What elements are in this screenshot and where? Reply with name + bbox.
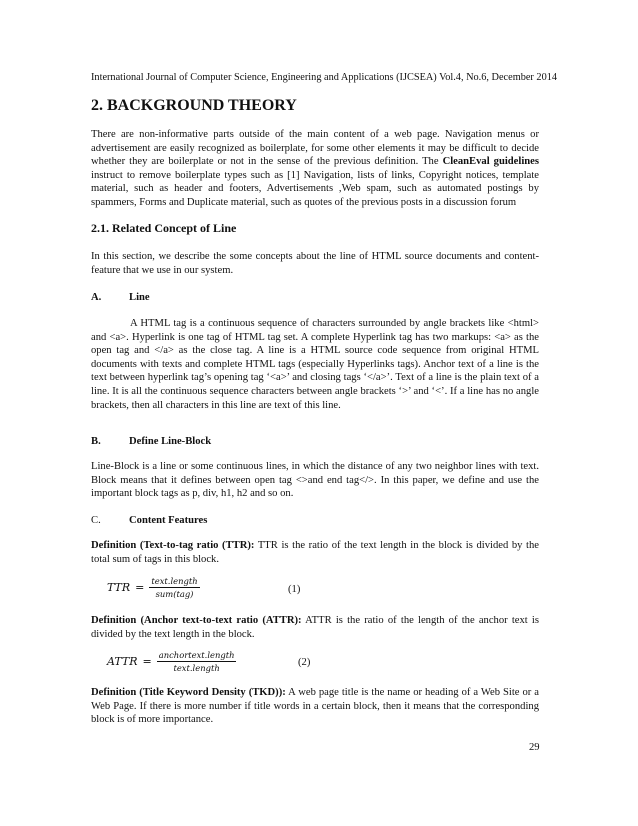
equation-ttr-numerator: text.length	[151, 576, 198, 586]
item-c-title: Content Features	[129, 515, 208, 526]
background-paragraph	[91, 128, 539, 210]
equation-attr-lhs: ATTR	[107, 655, 138, 668]
item-a-title: Line	[129, 292, 150, 303]
subsection-intro: In this section, we describe the some concepts about the line of HTML source documents and content-feature that we use in our system.	[91, 251, 539, 276]
subsection-title: 2.1. Related Concept of Line	[91, 221, 237, 235]
item-c-heading	[91, 514, 207, 528]
item-a-letter: A.	[91, 292, 102, 303]
cleaneval-guidelines-term: CleanEval guidelines	[442, 156, 539, 168]
background-text-2: instruct to remove boilerplate types such as [1] Navigation, lists of links, Copyright notices, template material, such as header and footers, Advertisements ,Web spam, such as automated postings by spammers, Forms and Duplicate material, such as quotes of the previous posts in a discussion forum	[91, 169, 539, 208]
equation-ttr-fraction	[149, 576, 199, 599]
equation-ttr-lhs: TTR	[107, 581, 131, 594]
equation-attr-fraction	[157, 650, 237, 673]
item-b-heading	[91, 435, 211, 449]
definition-ttr-term: Definition (Text-to-tag ratio (TTR):	[91, 540, 255, 551]
item-a-heading	[91, 291, 150, 305]
item-b-title: Define Line-Block	[129, 436, 212, 447]
equation-ttr-number: (1)	[288, 584, 301, 595]
definition-ttr	[91, 539, 539, 566]
item-c-letter: C.	[91, 515, 101, 526]
section-title: 2. BACKGROUND THEORY	[91, 97, 297, 114]
equation-attr-denominator: text.length	[173, 663, 220, 673]
equation-attr-numerator: anchortext.length	[158, 650, 235, 660]
definition-attr-term: Definition (Anchor text-to-text ratio (ATTR):	[91, 615, 302, 626]
definition-ttr-text: TTR is the ratio of the text length in the block is divided by the total sum of tags in this block.	[91, 540, 539, 565]
definition-tkd	[91, 686, 539, 727]
equation-ttr-equals: =	[135, 581, 145, 594]
running-head: International Journal of Computer Science, Engineering and Applications (IJCSEA) Vol.4, No.6, December 2014	[91, 72, 558, 83]
equation-ttr	[107, 576, 200, 599]
definition-tkd-term: Definition (Title Keyword Density (TKD)):	[91, 687, 286, 698]
definition-attr	[91, 614, 539, 641]
definition-attr-text: ATTR is the ratio of the length of the anchor text is divided by the text length in the block.	[91, 615, 540, 640]
equation-attr-equals: =	[142, 655, 152, 668]
definition-tkd-text: A web page title is the name or heading of a Web Site or a Web Page. If there is more number if title words in a certain block, then it means that the corresponding block is of more importance.	[91, 687, 539, 726]
page-number: 29	[529, 742, 540, 753]
item-a-paragraph: A HTML tag is a continuous sequence of characters surrounded by angle brackets like <html> and <a>. Hyperlink is one tag of HTML tag set. A complete Hyperlink tag has two markups: <a> as the open tag and </a> as the close tag. A line is a HTML source code sequence from original HTML documents with texts and complete HTML tags (especially Hyperlinks tags). Anchor text of a line is the text between hyperlink tag’s opening tag ‘<a>’ and closing tags ‘</a>’. Text of a line is the plain text of a line. It is all the continuous sequence characters between angle brackets ‘>’ and ‘<’. If a line has no angle brackets, then all characters in this line are text of this line.	[91, 318, 539, 411]
item-b-letter: B.	[91, 436, 101, 447]
background-text-1: There are non-informative parts outside of the main content of a web page. Navigation menus or advertisement are easily recognized as boilerplate, for some other elements it may be difficult to decide whether they are boilerplate or not in the sense of the previous definition. The	[91, 129, 539, 168]
equation-attr-number: (2)	[298, 657, 311, 668]
item-b-paragraph: Line-Block is a line or some continuous lines, in which the distance of any two neighbor lines with text. Block means that it defines between open tag <>and end tag</>. In this paper, we define and use the important block tags as p, div, h1, h2 and so on.	[91, 461, 539, 500]
equation-attr	[107, 650, 236, 673]
equation-ttr-denominator: sum(tag)	[155, 589, 194, 599]
